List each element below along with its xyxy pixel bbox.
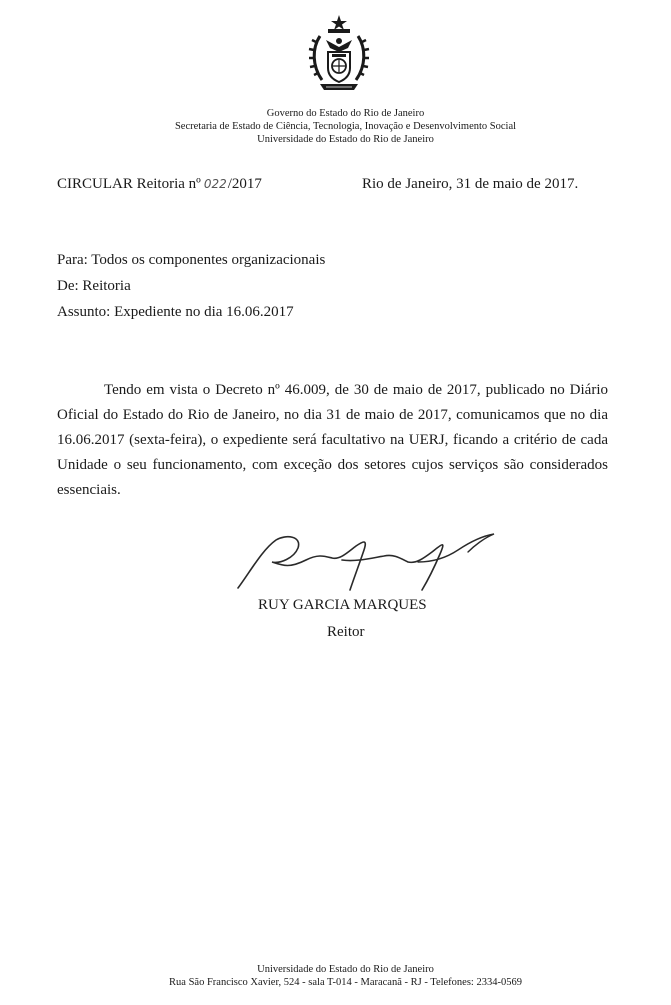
coat-of-arms-icon [306,14,372,96]
circular-reference [57,176,262,193]
signer-title: Reitor [327,624,365,640]
signer-name: RUY GARCIA MARQUES [258,597,427,613]
footer-address: Rua São Francisco Xavier, 524 - sala T-014 - Maracanã - RJ - Telefones: 2334-0569 [169,977,522,988]
circular-year: /2017 [227,176,262,192]
memo-recipient: Para: Todos os componentes organizacionais [57,252,326,268]
document-date: Rio de Janeiro, 31 de maio de 2017. [362,176,579,192]
memo-subject: Assunto: Expediente no dia 16.06.2017 [57,304,294,320]
body-paragraph: Tendo em vista o Decreto nº 46.009, de 30 de maio de 2017, publicado no Diário Oficial do Estado do Rio de Janeiro, no dia 31 de maio de 2017, comunicamos que no dia 16.06.2017 (sexta-feira), o expediente será facultativo na UERJ, ficando a critério de cada Unidade o seu funcionamento, com exceção dos setores cujos serviços são considerados essenciais. [57,382,608,498]
letterhead-university: Universidade do Estado do Rio de Janeiro [257,134,434,145]
circular-prefix: CIRCULAR Reitoria nº [57,176,201,192]
letterhead-secretariat: Secretaria de Estado de Ciência, Tecnologia, Inovação e Desenvolvimento Social [174,121,517,132]
footer-institution: Universidade do Estado do Rio de Janeiro [257,964,434,975]
memo-sender: De: Reitoria [57,278,131,294]
signature-image [232,528,502,596]
letterhead-government: Governo do Estado do Rio de Janeiro [266,108,425,119]
circular-number-handwritten: 022 [203,177,227,191]
